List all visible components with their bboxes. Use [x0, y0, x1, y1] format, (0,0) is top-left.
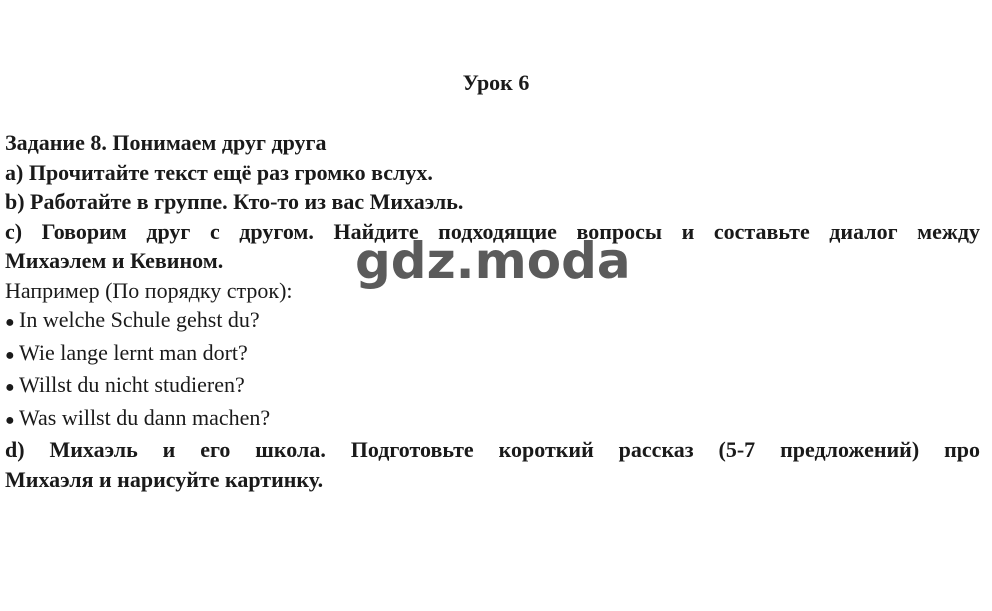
- question-item: [5, 305, 980, 338]
- task-item-d-line2: Михаэля и нарисуйте картинку.: [5, 466, 324, 492]
- task-item-b: b) Работайте в группе. Кто-то из вас Михаэль.: [5, 189, 464, 214]
- bullet-icon: ●: [5, 346, 15, 364]
- question-text: Willst du nicht studieren?: [19, 372, 245, 397]
- task-content: [5, 128, 980, 494]
- task-heading: Задание 8. Понимаем друг друга: [5, 130, 327, 155]
- watermark-logo: gdz.moda: [355, 232, 631, 290]
- example-label: Например (По порядку строк):: [5, 277, 293, 303]
- bullet-icon: ●: [5, 314, 15, 331]
- question-item: [5, 403, 980, 436]
- bullet-icon: ●: [5, 379, 15, 396]
- task-item-d-line1: d) Михаэль и его школа. Подготовьте короткий рассказ (5-7 предложений) про: [5, 437, 980, 462]
- question-text: Wie lange lernt man dort?: [19, 339, 248, 365]
- bullet-icon: ●: [5, 411, 15, 429]
- question-text: In welche Schule gehst du?: [19, 307, 260, 332]
- question-text: Was willst du dann machen?: [19, 404, 271, 430]
- task-item-c-line1: с) Говорим друг с другом. Найдите подходящие вопросы и составьте диалог между: [5, 218, 980, 244]
- lesson-title: Урок 6: [462, 70, 530, 95]
- task-item-a: а) Прочитайте текст ещё раз громко вслух.: [5, 159, 433, 185]
- question-item: [5, 338, 980, 371]
- question-item: [5, 370, 980, 403]
- task-item-c-line2: Михаэлем и Кевином.: [5, 248, 224, 273]
